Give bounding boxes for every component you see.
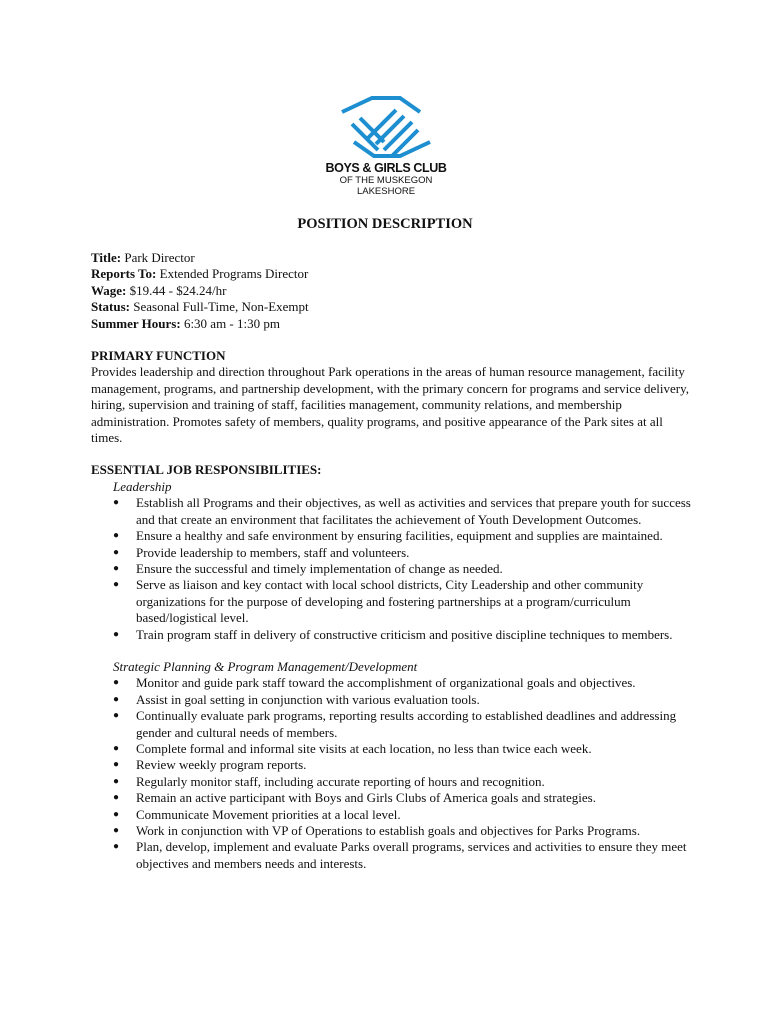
document-title: POSITION DESCRIPTION xyxy=(297,216,473,232)
meta-wage xyxy=(91,283,691,299)
leadership-list xyxy=(91,495,691,643)
primary-function-text: Provides leadership and direction throughout Park operations in the areas of human resource management, facility management, programs, and partnership development, with the primary concern for programs and service delivery, hiring, supervision and training of staff, facilities management, community relations, and membership administration. Promotes safety of members, quality programs, and positive appearance of the Park sites at all times. xyxy=(91,364,690,446)
list-item: ● Monitor and guide park staff toward the accomplishment of organizational goals and objectives. xyxy=(91,675,691,691)
strategic-list xyxy=(91,675,691,872)
club-logo xyxy=(311,94,461,197)
list-item: ● Complete formal and informal site visits at each location, no less than twice each week. xyxy=(91,741,691,757)
list-item: ● Ensure the successful and timely implementation of change as needed. xyxy=(91,561,691,577)
list-item: ● Communicate Movement priorities at a local level. xyxy=(91,807,691,823)
meta-value: Park Director xyxy=(124,250,195,265)
list-item: ● Train program staff in delivery of constructive criticism and positive discipline techniques to members. xyxy=(91,627,691,643)
meta-label: Title: xyxy=(91,250,122,265)
list-item: ● Serve as liaison and key contact with local school districts, City Leadership and other community organizations for the purpose of developing and fostering partnerships at a program/curriculum based/logistical level. xyxy=(91,577,691,626)
list-item: ● Establish all Programs and their objectives, as well as activities and services that prepare youth for success and that create an environment that facilitates the achievement of Youth Development Outcomes. xyxy=(91,495,691,528)
meta-label: Summer Hours: xyxy=(91,315,181,331)
list-item: ● Work in conjunction with VP of Operations to establish goals and objectives for Parks Programs. xyxy=(91,823,691,839)
list-item: ● Remain an active participant with Boys and Girls Clubs of America goals and strategies. xyxy=(91,790,691,806)
primary-function-heading: PRIMARY FUNCTION xyxy=(91,348,226,364)
document-body xyxy=(91,250,691,872)
hands-logo-icon xyxy=(338,94,434,160)
meta-value: Extended Programs Director xyxy=(159,266,309,282)
logo-name: BOYS & GIRLS CLUB xyxy=(325,161,447,175)
list-item: ● Plan, develop, implement and evaluate Parks overall programs, services and activities to ensure they meet objectives and members needs and interests. xyxy=(91,839,691,872)
leadership-subheading: Leadership xyxy=(113,478,172,494)
meta-summer-hours xyxy=(91,316,691,332)
logo-location: LAKESHORE xyxy=(356,186,416,197)
meta-value: 6:30 am - 1:30 pm xyxy=(183,315,280,331)
meta-label: Reports To: xyxy=(91,266,157,282)
meta-status xyxy=(91,299,691,315)
list-item: ● Assist in goal setting in conjunction with various evaluation tools. xyxy=(91,692,691,708)
meta-label: Wage: xyxy=(91,282,127,298)
position-meta xyxy=(91,250,691,332)
logo-subname: OF THE MUSKEGON xyxy=(339,175,433,186)
meta-label: Status: xyxy=(91,299,131,315)
list-item: ● Ensure a healthy and safe environment by ensuring facilities, equipment and supplies are maintained. xyxy=(91,528,691,544)
meta-value: $19.44 - $24.24/hr xyxy=(129,282,227,298)
list-item: ● Review weekly program reports. xyxy=(91,757,691,773)
responsibilities-heading: ESSENTIAL JOB RESPONSIBILITIES: xyxy=(91,462,322,478)
list-item: ● Continually evaluate park programs, reporting results according to established deadlines and addressing gender and cultural needs of members. xyxy=(91,708,691,741)
spacer xyxy=(91,643,691,659)
meta-value: Seasonal Full-Time, Non-Exempt xyxy=(133,299,309,315)
list-item: ● Provide leadership to members, staff and volunteers. xyxy=(91,545,691,561)
list-item: ● Regularly monitor staff, including accurate reporting of hours and recognition. xyxy=(91,774,691,790)
meta-reports-to xyxy=(91,266,691,282)
meta-title xyxy=(91,250,691,266)
strategic-subheading: Strategic Planning & Program Management/Development xyxy=(113,658,418,674)
